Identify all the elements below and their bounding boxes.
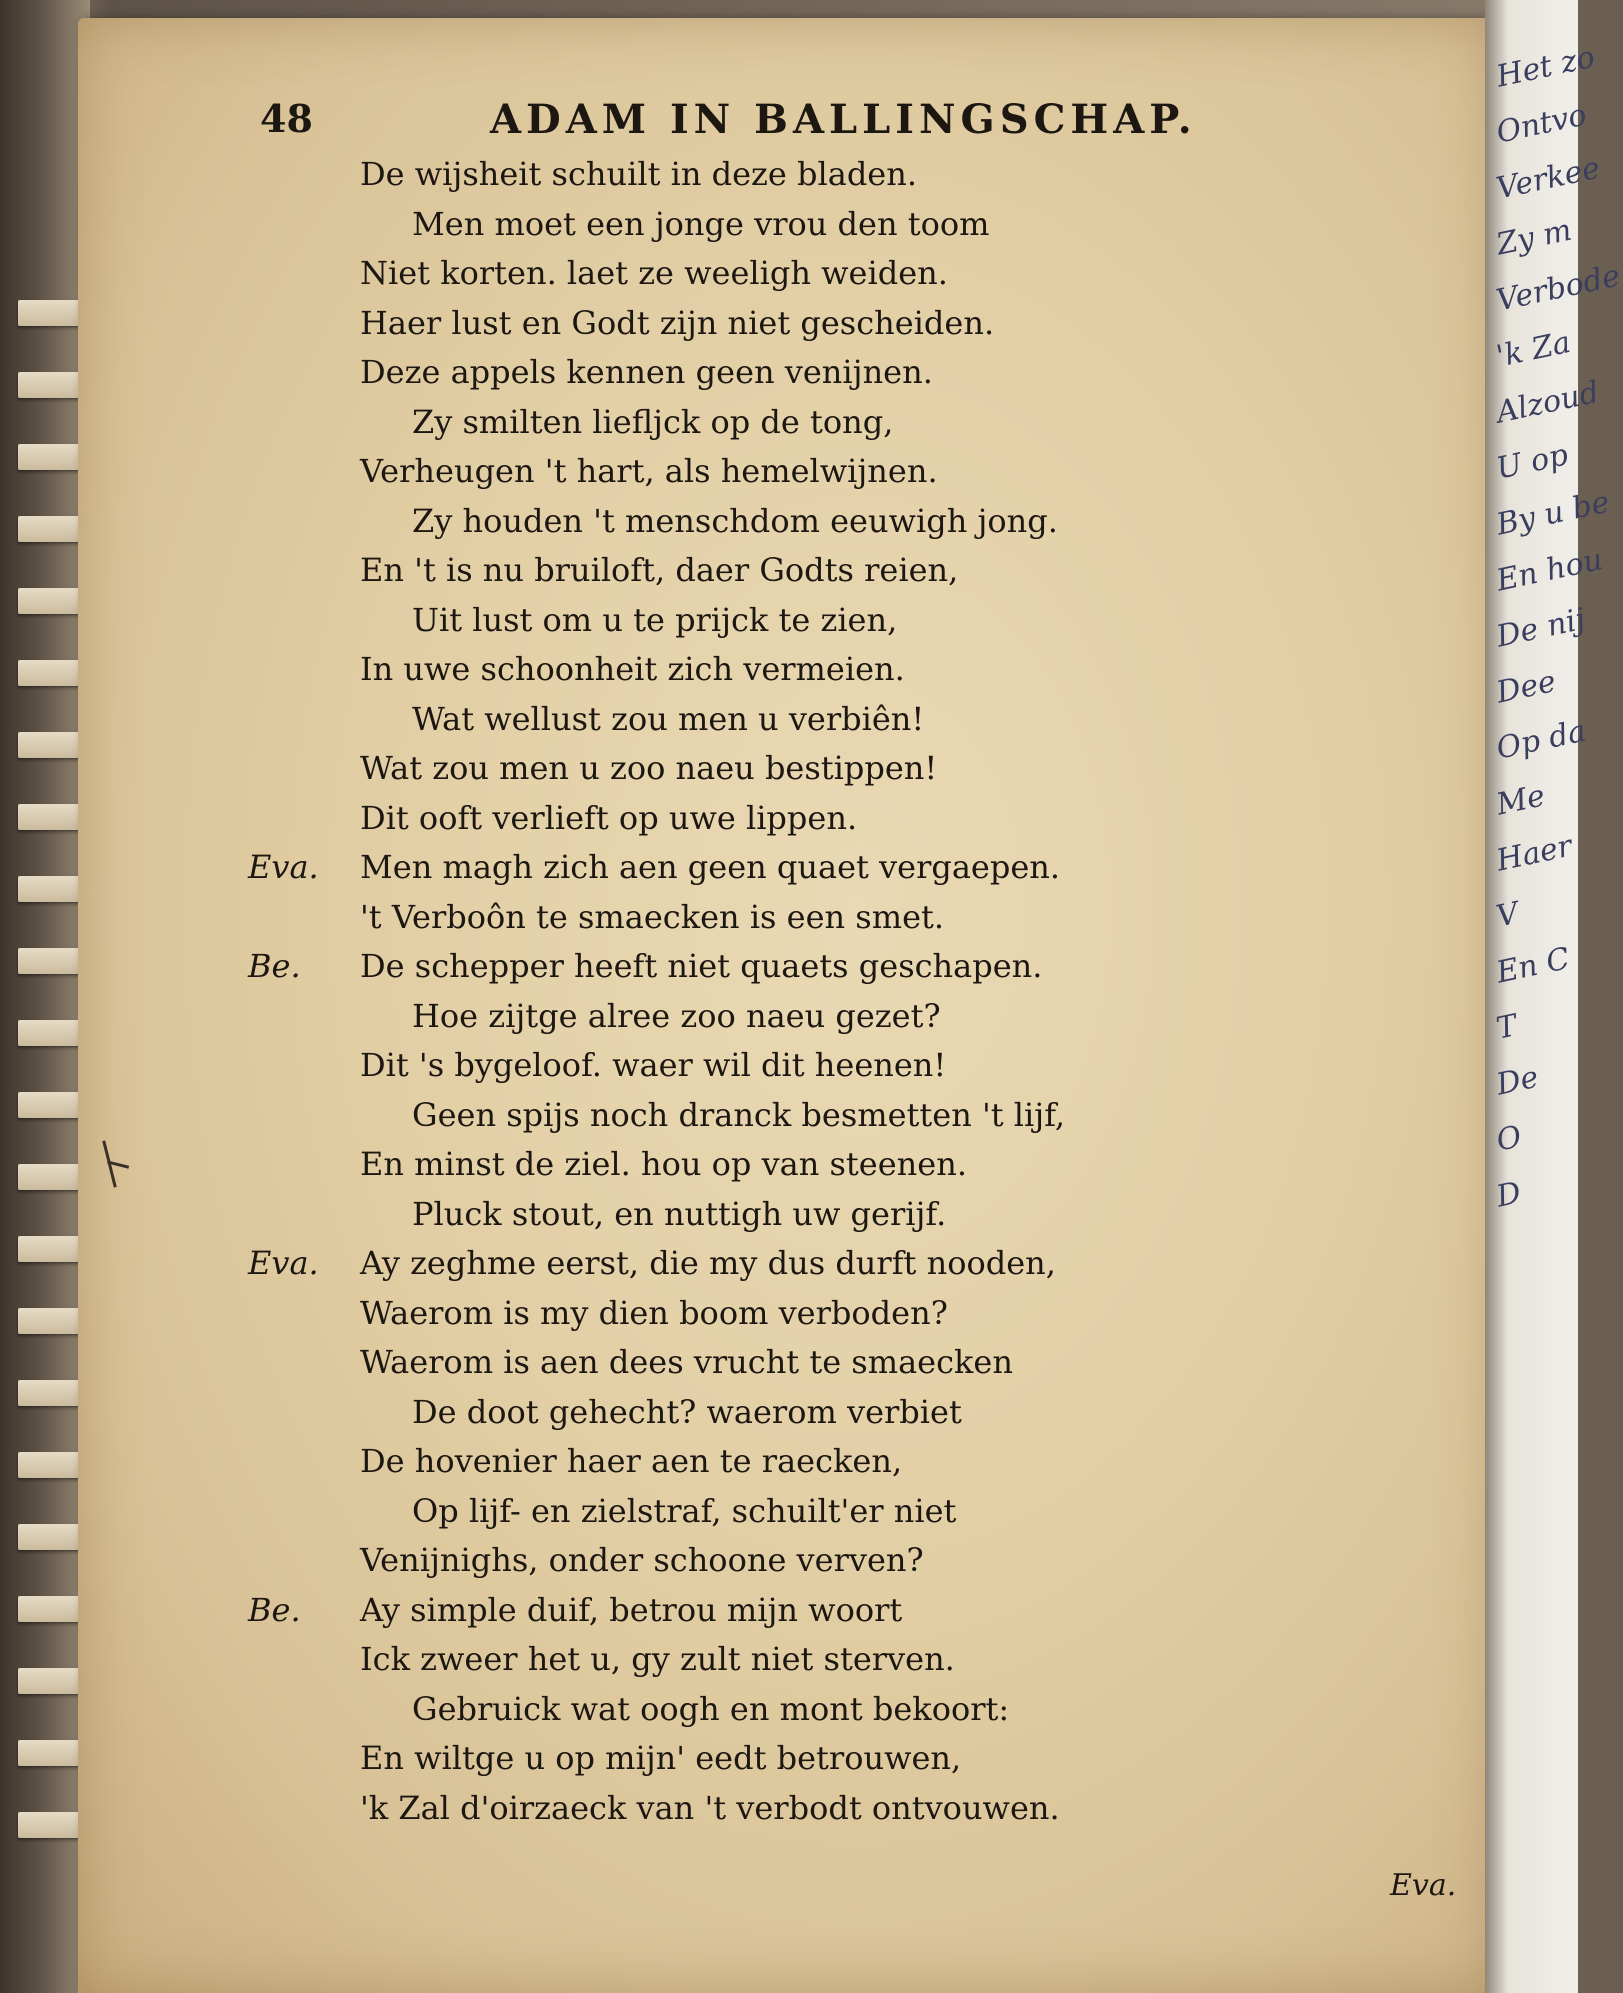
verse-line <box>360 150 1340 200</box>
verse-line <box>360 1041 1340 1091</box>
page-edge-tab <box>18 876 80 902</box>
page-edge-tab <box>18 1092 80 1118</box>
facing-page-fragment: V <box>1493 895 1522 935</box>
facing-page-fragment: U op <box>1493 437 1572 487</box>
verse-line-text: De wijsheit schuilt in deze bladen. <box>360 155 918 193</box>
verse-line <box>360 1388 1340 1438</box>
page-edge-tab <box>18 1020 80 1046</box>
verse-line-text: Ick zweer het u, gy zult niet sterven. <box>360 1640 955 1678</box>
verse-line <box>360 1091 1340 1141</box>
verse-line-text: Ay simple duif, betrou mijn woort <box>360 1590 903 1629</box>
speaker-label: Be. <box>248 947 301 985</box>
verse-line-text: Verheugen 't hart, als hemelwijnen. <box>360 452 938 490</box>
verse-line <box>360 1140 1340 1190</box>
verse-line <box>360 645 1340 695</box>
speaker-label: Be. <box>248 1590 301 1629</box>
verse-line-text: Hoe zijtge alree zoo naeu gezet? <box>412 996 941 1035</box>
verse-line <box>360 497 1340 547</box>
verse-line <box>360 348 1340 398</box>
verse-line <box>360 695 1340 745</box>
page-edge-tab <box>18 1668 80 1694</box>
verse-line-text: Wat wellust zou men u verbiên! <box>412 699 925 738</box>
verse-line-text: Deze appels kennen geen venijnen. <box>360 353 933 391</box>
verse-line <box>248 843 1340 893</box>
facing-page-fragment: Verbode <box>1493 258 1623 319</box>
facing-page-fragment: By u be <box>1493 484 1613 543</box>
verse-line <box>360 1289 1340 1339</box>
facing-page-fragment: Op da <box>1493 713 1590 767</box>
speaker-label: Eva. <box>248 848 319 886</box>
verse-line <box>360 447 1340 497</box>
verse-line-text: In uwe schoonheit zich vermeien. <box>360 650 905 688</box>
verse-line <box>360 1487 1340 1537</box>
verse-line-text: Dit ooft verlieft op uwe lippen. <box>360 798 858 837</box>
speaker-label: Eva. <box>248 1244 319 1282</box>
facing-page-fragment: Verkee <box>1493 150 1604 207</box>
verse-line <box>360 1437 1340 1487</box>
verse-line <box>360 1784 1340 1834</box>
verse-line-text: Uit lust om u te prijck te zien, <box>412 600 898 639</box>
verse-line-text: En 't is nu bruiloft, daer Godts reien, <box>360 551 959 589</box>
verse-line <box>248 1586 1340 1636</box>
verse-line-text: Op lijf- en zielstraf, schuilt'er niet <box>412 1491 957 1530</box>
verse-line-text: Venijnighs, onder schoone verven? <box>360 1541 924 1579</box>
facing-page-fragment: T <box>1493 1008 1521 1047</box>
facing-page-fragment: Me <box>1493 778 1549 823</box>
verse-line <box>360 398 1340 448</box>
page-edge-tab <box>18 516 80 542</box>
verse-line-text: De schepper heeft niet quaets geschapen. <box>360 947 1043 985</box>
verse-line-text: Men magh zich aen geen quaet vergaepen. <box>360 848 1061 886</box>
facing-page-fragment: 'k Za <box>1493 324 1574 375</box>
facing-page-fragment: De <box>1493 1059 1542 1103</box>
facing-page-fragment: D <box>1493 1175 1525 1215</box>
facing-page <box>1485 0 1623 1993</box>
page-edge-tab <box>18 948 80 974</box>
page-number: 48 <box>260 96 313 141</box>
page-edge-tab <box>18 588 80 614</box>
facing-page-fragment: De nij <box>1493 601 1589 655</box>
page-edge-tab <box>18 732 80 758</box>
verse-line <box>360 1635 1340 1685</box>
verse-line <box>360 1536 1340 1586</box>
facing-page-fragment: Het zo <box>1493 39 1598 95</box>
verse-line <box>360 596 1340 646</box>
verse-line-text: 't Verboôn te smaecken is een smet. <box>360 897 945 936</box>
verse-line-text: Dit 's bygeloof. waer wil dit heenen! <box>360 1046 947 1084</box>
page-edge-tab <box>18 444 80 470</box>
verse-line-text: Niet korten. laet ze weeligh weiden. <box>360 254 948 292</box>
verse-line-text: En minst de ziel. hou op van steenen. <box>360 1145 967 1183</box>
verse-line-text: Geen spijs noch dranck besmetten 't lijf, <box>412 1095 1066 1134</box>
verse-text <box>248 150 1340 1833</box>
verse-line <box>360 744 1340 794</box>
page-edge-tab <box>18 1236 80 1262</box>
verse-line-text: En wiltge u op mijn' eedt betrouwen, <box>360 1739 962 1777</box>
verse-line <box>360 546 1340 596</box>
page-edge-tab <box>18 372 80 398</box>
verse-line <box>360 1338 1340 1388</box>
page-edge-tab <box>18 1740 80 1766</box>
page-edge-tab <box>18 1164 80 1190</box>
verse-line-text: Waerom is aen dees vrucht te smaecken <box>360 1343 1013 1381</box>
verse-line <box>360 200 1340 250</box>
page-edge-tab <box>18 1308 80 1334</box>
verse-line-text: Men moet een jonge vrou den toom <box>412 204 990 243</box>
verse-line-text: Zy houden 't menschdom eeuwigh jong. <box>412 501 1058 540</box>
facing-page-fragment: En C <box>1493 941 1573 991</box>
facing-page-fragment: En hou <box>1493 542 1606 599</box>
facing-page-fragment: Dee <box>1493 663 1559 711</box>
verse-line-text: Pluck stout, en nuttigh uw gerijf. <box>412 1194 947 1233</box>
verse-line-text: Waerom is my dien boom verboden? <box>360 1293 948 1332</box>
verse-line <box>360 1734 1340 1784</box>
verse-line-text: Gebruick wat oogh en mont bekoort: <box>412 1689 1010 1728</box>
facing-page-fragment: Zy m <box>1493 212 1575 263</box>
verse-line-text: De hovenier haer aen te raecken, <box>360 1442 903 1480</box>
verse-line <box>248 1239 1340 1289</box>
page-edge-tab <box>18 804 80 830</box>
verse-line <box>248 942 1340 992</box>
verse-line <box>360 299 1340 349</box>
facing-page-fragment: Haer <box>1493 828 1576 879</box>
verse-line <box>360 249 1340 299</box>
page-edge-tab <box>18 1524 80 1550</box>
verse-line <box>360 794 1340 844</box>
verse-line-text: De doot gehecht? waerom verbiet <box>412 1392 962 1431</box>
verse-line <box>360 992 1340 1042</box>
verse-line-text: Ay zeghme eerst, die my dus durft nooden, <box>360 1244 1056 1282</box>
verse-line <box>360 893 1340 943</box>
facing-page-fragment: Alzoud <box>1493 374 1603 431</box>
running-title: ADAM IN BALLINGSCHAP. <box>490 96 1197 143</box>
verse-line-text: Zy smilten liefljck op de tong, <box>412 402 894 441</box>
facing-page-fragment: O <box>1493 1119 1525 1159</box>
verse-line-text: Wat zou men u zoo naeu bestippen! <box>360 749 938 787</box>
page-edge-tab <box>18 1452 80 1478</box>
facing-page-fragment: Ontvo <box>1493 97 1590 151</box>
page-edge-stack <box>0 0 90 1993</box>
verse-line-text: Haer lust en Godt zijn niet gescheiden. <box>360 303 995 342</box>
verse-line-text: 'k Zal d'oirzaeck van 't verbodt ontvouwen. <box>360 1788 1060 1827</box>
verse-line <box>360 1190 1340 1240</box>
verse-line <box>360 1685 1340 1735</box>
page-edge-tab <box>18 1812 80 1838</box>
page-edge-tab <box>18 1596 80 1622</box>
page-edge-tab <box>18 1380 80 1406</box>
page-edge-tab <box>18 300 80 326</box>
page-edge-tab <box>18 660 80 686</box>
catchword: Eva. <box>1390 1868 1457 1903</box>
